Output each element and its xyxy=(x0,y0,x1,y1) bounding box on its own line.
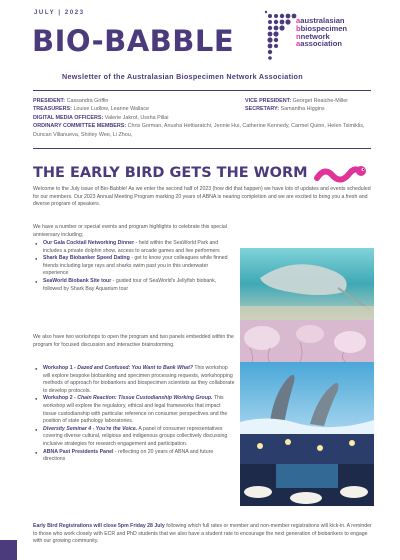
list-item: ● SeaWorld Biobank Site tour - guided tour of SeaWorld's Jellyfish biobank, followed by Shark Bay Aquarium tour xyxy=(33,278,235,293)
intro-paragraph: Welcome to the July issue of Bio-Babble! As we enter the second half of 2023 (how did that happen) we have lots of updates and events scheduled for our members. Our 2023 Annual Meeting Program marking 20 years of ABNA is nearing completion and we are excited to bring you a fresh and diverse program of speakers. xyxy=(33,186,371,208)
digital-media-names: Valerie Jakrot, Ussha Pillai xyxy=(104,114,169,121)
newsletter-title: BIO-BABBLE xyxy=(32,24,235,58)
list-item: ● Diversity Seminar 4 - You're the Voice. A panel of consumer representatives covering diverse cultural, religious and indigenous groups collectively discussing inclusive strategies for research engagement and participation. xyxy=(33,426,235,449)
list-item: ● ABNA Past Presidents Panel - reflecting on 20 years of ABNA and future directions xyxy=(33,449,235,464)
treasurers-label: TREASURERS: xyxy=(33,106,72,113)
vice-president-label: VICE PRESIDENT: xyxy=(245,98,292,104)
list-item: ● Our Gala Cocktail Networking Dinner - held within the SeaWorld Park and includes a private dolphin show, access to arcade games and live performers xyxy=(33,240,235,255)
events-list xyxy=(33,240,235,293)
events-intro: We have a number or special events and program highlights to celebrate this special anniversary including; xyxy=(33,224,227,238)
stingray-photo xyxy=(240,248,374,320)
list-item: ● Workshop 1 - Dazed and Confused: You Want to Bank What? This workshop will explore bespoke biobanking and specimen processing requests, workshopping methods of approach for biobankers and biospecimen scientists as they collaborate to develop protocols. xyxy=(33,365,235,395)
president-name: Cassandra Griffin xyxy=(66,98,109,104)
president-label: PRESIDENT: xyxy=(33,98,66,104)
committee-divider xyxy=(33,148,371,149)
corner-accent xyxy=(0,540,17,560)
newsletter-subtitle: Newsletter of the Australasian Biospecimen Network Association xyxy=(62,72,303,81)
registration-paragraph: Early Bird Registrations will close 5pm Friday 28 July following which full rates or member and non-member registrations will kick-in. A reminder to those who work closely with ECR and PhD students that we also have a student rate to encourage the next generation of biobankers to engage with our growing community. xyxy=(33,523,372,545)
jellyfish-photo xyxy=(240,320,374,362)
secretary-name: Samantha Higgins xyxy=(280,106,325,113)
digital-media-label: DIGITAL MEDIA OFFICERS: xyxy=(33,114,104,121)
header-divider xyxy=(33,90,371,91)
list-item: ● Workshop 2 - Chain Reaction: Tissue Custodianship Working Group. This workshop will explore the regulatory, ethical and legal frameworks that impact tissue custodianship with particular reference on consumer perspectives and the position of state pathology laboratories. xyxy=(33,395,235,425)
gala-dinner-photo xyxy=(240,434,374,506)
ordinary-members-label: ORDINARY COMMITTEE MEMBERS: xyxy=(33,123,127,130)
workshops-intro: We also have two workshops to open the program and two panels embedded within the program for focused discussion and interactive brainstorming. xyxy=(33,334,234,348)
workshops-list xyxy=(33,365,235,464)
treasurers-names: Louise Ludlow, Leanne Wallace xyxy=(73,106,150,113)
abna-logo-text: aaustralasian bbiospecimen nnetwork aassociation xyxy=(296,16,348,49)
committee-list xyxy=(33,97,373,139)
article-headline: THE EARLY BIRD GETS THE WORM xyxy=(33,165,308,181)
dolphins-photo xyxy=(240,362,374,434)
vice-president-name: Georget Reaiche-Miller xyxy=(292,98,349,104)
ordinary-members-names: Chris Gorman, Anusha Hettiaratchi, Jennie Hui, Catherine Kennedy, Carmel Quinn, Helen Tsimiklis, Duncan Villanueva, Shirley Wee, Li Zhou, xyxy=(33,123,365,138)
list-item: ● Shark Bay Biobanker Speed Dating - get to know your colleagues while finned friends including large rays and sharks swim past you in this underwater experience xyxy=(33,255,235,278)
worm-icon xyxy=(313,160,371,186)
secretary-label: SECRETARY: xyxy=(245,106,280,113)
newsletter-date: JULY | 2023 xyxy=(34,10,85,16)
